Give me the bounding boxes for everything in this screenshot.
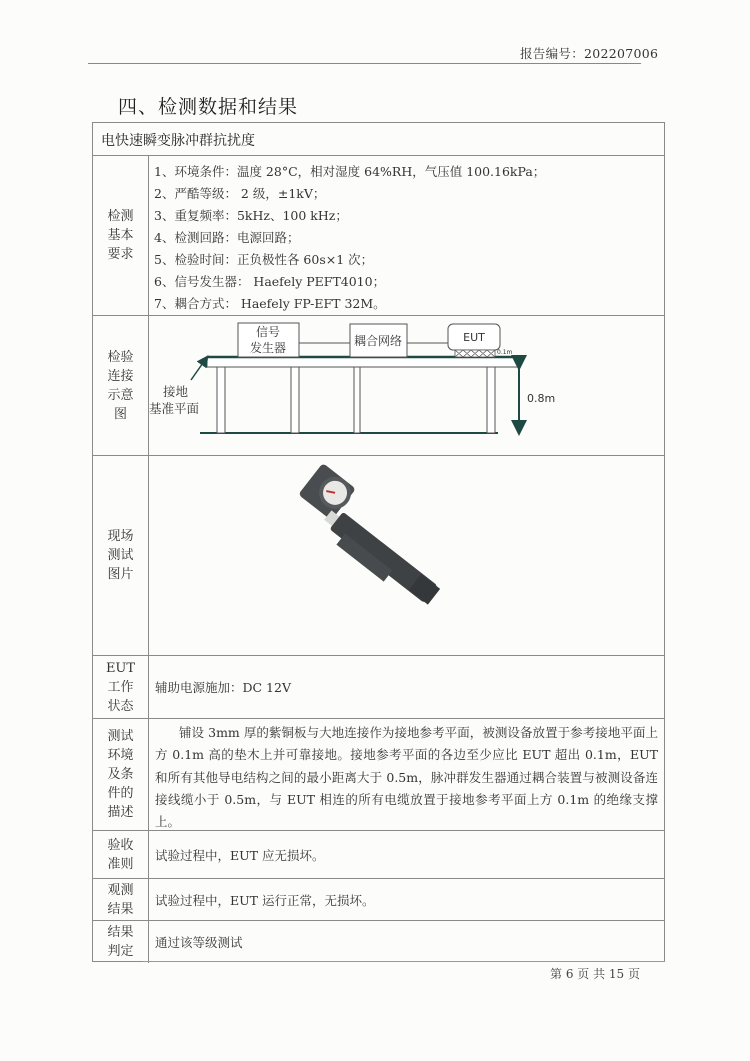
requirement-item: 6、信号发生器： Haefely PEFT4010； — [154, 274, 386, 289]
test-results-table — [92, 122, 665, 962]
table-leg — [217, 367, 225, 433]
generator-label: 发生器 — [249, 341, 287, 355]
environment-row — [93, 719, 664, 831]
requirement-item: 3、重复频率：5kHz、100 kHz； — [154, 208, 348, 223]
generator-label: 信号 — [255, 325, 281, 339]
table-leg — [487, 367, 495, 433]
row-label: EUT工作状态 — [93, 656, 149, 718]
spacer-height-label: 0.1m — [497, 349, 513, 356]
eut-state-row — [93, 656, 664, 719]
coupling-label: 耦合网络 — [353, 334, 403, 348]
diagram-row — [93, 316, 664, 456]
device-image — [288, 463, 456, 612]
row-label: 结果判定 — [93, 921, 149, 963]
eut-state-cell — [149, 656, 664, 718]
diagram-cell — [149, 316, 664, 455]
environment-description: 铺设 3mm 厚的紫铜板与大地连接作为接地参考平面，被测设备放置于参考接地平面上方 0.1m 高的垫木上并可靠接地。接地参考平面的各边至少应比 EUT 超出 0.1m，EUT 和所有其他导电结构之间的最小距离大于 0.5m，脉冲群发生器通过耦合装置与被测设备连接线缆小于 0.5m，与 EUT 相连的所有电缆放置于接地参考平面上方 0.1m 的绝缘支撑上。 — [155, 725, 658, 830]
observation-cell — [149, 879, 664, 920]
observation-row — [93, 879, 664, 921]
table-top — [207, 357, 518, 367]
table-title-row — [93, 123, 664, 156]
verdict-row — [93, 921, 664, 963]
ground-pointer-arrow — [191, 360, 205, 380]
photo-row — [93, 456, 664, 656]
page-number: 第 6 页 共 15 页 — [550, 967, 640, 981]
row-label: 测试环境及条件的描述 — [93, 719, 149, 830]
row-label: 检验连接示意图 — [93, 316, 149, 455]
row-label: 现场测试图片 — [93, 456, 149, 655]
section-title: 四、检测数据和结果 — [118, 96, 299, 118]
acceptance-value: 试验过程中，EUT 应无损坏。 — [155, 847, 325, 863]
connection-diagram — [149, 316, 665, 454]
ground-label: 接地 — [163, 384, 189, 399]
requirements-list — [149, 156, 664, 315]
test-item-title: 电快速瞬变脉冲群抗扰度 — [101, 133, 255, 149]
eut-state-value: 辅助电源施加：DC 12V — [155, 680, 291, 695]
verdict-cell — [149, 921, 664, 963]
eut-label: EUT — [463, 331, 485, 344]
requirement-item: 5、检验时间：正负极性各 60s×1 次； — [154, 252, 374, 267]
row-label: 验收准则 — [93, 831, 149, 878]
row-label: 检测基本要求 — [93, 156, 149, 315]
table-leg — [354, 367, 360, 433]
table-leg — [291, 367, 299, 433]
photo-cell — [149, 456, 664, 655]
header-rule — [88, 63, 641, 64]
row-label: 观测结果 — [93, 879, 149, 920]
requirement-item: 7、耦合方式： Haefely FP-EFT 32M。 — [154, 296, 386, 311]
requirements-row — [93, 156, 664, 316]
observation-value: 试验过程中，EUT 运行正常，无损坏。 — [155, 892, 375, 908]
footer-rule — [143, 961, 665, 962]
requirement-item: 1、环境条件：温度 28°C，相对湿度 64%RH，气压值 100.16kPa； — [154, 164, 546, 179]
acceptance-row — [93, 831, 664, 879]
verdict-value: 通过该等级测试 — [155, 935, 243, 950]
requirement-item: 4、检测回路：电源回路； — [154, 230, 300, 245]
acceptance-cell — [149, 831, 664, 878]
environment-cell — [149, 719, 664, 830]
table-height-label: 0.8m — [527, 392, 556, 405]
insulating-spacer — [455, 350, 495, 357]
ground-label: 基准平面 — [149, 401, 200, 416]
report-number: 报告编号：202207006 — [520, 46, 659, 61]
requirement-item: 2、严酷等级： 2 级，±1kV； — [154, 186, 326, 201]
test-site-photo — [149, 456, 665, 654]
requirements-cell — [149, 156, 664, 315]
